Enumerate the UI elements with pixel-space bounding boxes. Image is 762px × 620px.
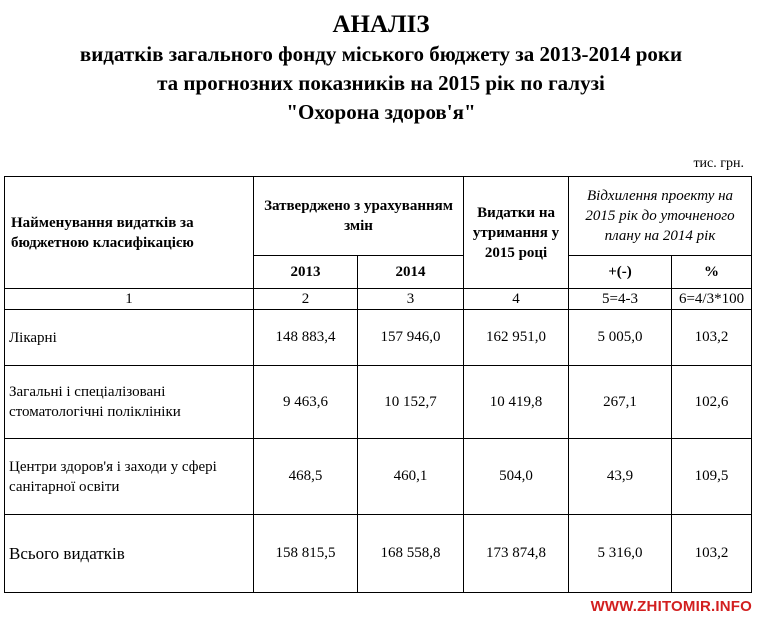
header-plusminus: +(-) [569, 256, 672, 289]
cell-2013: 148 883,4 [254, 310, 358, 366]
header-year-2014: 2014 [358, 256, 464, 289]
title-line-3: "Охорона здоров'я" [286, 100, 476, 124]
cell-2015: 504,0 [464, 439, 569, 515]
row-name: Центри здоров'я і заходи у сфері санітарної освіти [5, 439, 254, 515]
cell-percent: 109,5 [672, 439, 752, 515]
total-row [5, 515, 752, 593]
table-row [5, 310, 752, 366]
index-cell: 6=4/3*100 [672, 289, 752, 310]
header-maintenance: Видатки на утримання у 2015 році [464, 177, 569, 289]
cell-2015: 10 419,8 [464, 366, 569, 439]
index-cell: 1 [5, 289, 254, 310]
total-2013: 158 815,5 [254, 515, 358, 593]
cell-2015: 162 951,0 [464, 310, 569, 366]
index-cell: 2 [254, 289, 358, 310]
total-diff: 5 316,0 [569, 515, 672, 593]
total-percent: 103,2 [672, 515, 752, 593]
watermark: WWW.ZHITOMIR.INFO [590, 598, 752, 615]
cell-percent: 103,2 [672, 310, 752, 366]
cell-diff: 5 005,0 [569, 310, 672, 366]
budget-table [4, 176, 752, 593]
cell-2013: 468,5 [254, 439, 358, 515]
header-year-2013: 2013 [254, 256, 358, 289]
title-main: АНАЛІЗ [332, 11, 430, 38]
cell-2014: 10 152,7 [358, 366, 464, 439]
index-cell: 4 [464, 289, 569, 310]
title-line-2: та прогнозних показників на 2015 рік по галузі [157, 71, 605, 95]
table-row [5, 366, 752, 439]
cell-percent: 102,6 [672, 366, 752, 439]
cell-diff: 267,1 [569, 366, 672, 439]
cell-diff: 43,9 [569, 439, 672, 515]
total-2014: 168 558,8 [358, 515, 464, 593]
document-title [0, 10, 762, 127]
header-percent: % [672, 256, 752, 289]
total-2015: 173 874,8 [464, 515, 569, 593]
header-deviation: Відхилення проекту на 2015 рік до уточненого плану на 2014 рік [569, 177, 752, 256]
currency-unit: тис. грн. [693, 156, 744, 171]
index-cell: 3 [358, 289, 464, 310]
cell-2014: 157 946,0 [358, 310, 464, 366]
table-row [5, 439, 752, 515]
total-name: Всього видатків [5, 515, 254, 593]
row-name: Загальні і спеціалізовані стоматологічні поліклініки [5, 366, 254, 439]
cell-2013: 9 463,6 [254, 366, 358, 439]
cell-2014: 460,1 [358, 439, 464, 515]
index-cell: 5=4-3 [569, 289, 672, 310]
header-approved: Затверджено з урахуванням змін [254, 177, 464, 256]
index-row [5, 289, 752, 310]
header-name: Найменування видатків за бюджетною класифікацією [5, 177, 254, 289]
title-line-1: видатків загального фонду міського бюджету за 2013-2014 роки [79, 42, 683, 66]
header-row-1 [5, 177, 752, 256]
row-name: Лікарні [5, 310, 254, 366]
